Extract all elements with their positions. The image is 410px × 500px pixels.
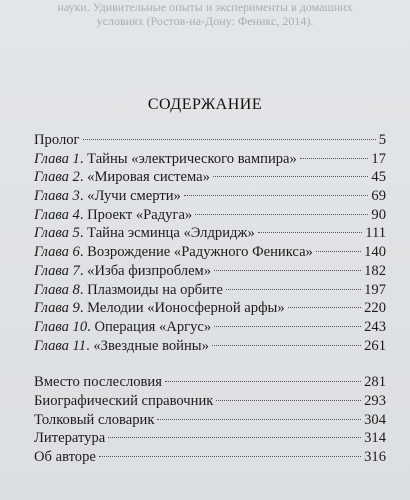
chapter-list xyxy=(34,131,386,355)
dot-leader xyxy=(195,214,368,215)
chapter-number: Глава 3 xyxy=(34,188,80,205)
toc-entry-title xyxy=(34,131,80,150)
toc-entry xyxy=(34,224,386,243)
toc-entry-title xyxy=(34,262,211,281)
chapter-title: Толковый словарик xyxy=(34,411,155,428)
toc-entry xyxy=(34,206,386,225)
toc-entry-title xyxy=(34,206,192,225)
page-number: 5 xyxy=(378,132,386,148)
chapter-title: . Тайны «электрического вампира» xyxy=(79,150,297,167)
page-number: 45 xyxy=(371,169,386,186)
chapter-title: Об авторе xyxy=(34,449,96,465)
page-number: 111 xyxy=(365,225,386,242)
chapter-title: . «Изба физпроблем» xyxy=(79,262,212,279)
chapter-number: Глава 1 xyxy=(34,150,80,167)
bleed-through-text xyxy=(0,0,410,42)
dot-leader xyxy=(288,307,361,308)
chapter-number: Глава 4 xyxy=(34,206,80,223)
chapter-title: . Проект «Радуга» xyxy=(79,206,193,223)
toc-entry-title xyxy=(34,150,297,169)
toc-entry xyxy=(34,392,386,411)
chapter-title: Литература xyxy=(34,430,106,447)
dot-leader xyxy=(157,419,361,420)
toc-entry-title xyxy=(34,224,255,243)
chapter-title: Вместо послесловия xyxy=(34,374,162,391)
chapter-title: . Плазмоиды на орбите xyxy=(79,281,223,298)
page-number: 197 xyxy=(364,281,386,298)
chapter-number: Глава 7 xyxy=(34,262,80,279)
page-number: 243 xyxy=(364,318,386,335)
page-number: 140 xyxy=(364,244,386,261)
chapter-number: Глава 2 xyxy=(34,169,80,186)
chapter-number: Глава 11 xyxy=(34,337,87,354)
toc-entry xyxy=(34,448,386,467)
chapter-number: Глава 6 xyxy=(34,244,80,261)
chapter-number: Глава 9 xyxy=(34,300,80,317)
toc-entry-title xyxy=(34,299,285,318)
toc-entry-title xyxy=(34,429,105,448)
chapter-title: . «Мировая система» xyxy=(79,169,210,186)
toc-entry xyxy=(34,337,386,356)
dot-leader xyxy=(108,437,361,438)
page-number: 261 xyxy=(364,337,386,354)
toc-entry-title xyxy=(34,392,213,411)
chapter-number: Глава 8 xyxy=(34,281,80,298)
toc-entry-title xyxy=(34,411,154,430)
table-of-contents xyxy=(34,131,386,467)
toc-entry xyxy=(34,373,386,392)
toc-entry-title xyxy=(34,337,209,356)
page-number: 220 xyxy=(364,300,386,317)
back-matter-list xyxy=(34,373,386,466)
page-number: 90 xyxy=(371,206,386,223)
dot-leader xyxy=(214,326,361,327)
page-number: 304 xyxy=(364,411,386,428)
toc-entry xyxy=(34,243,386,262)
dot-leader xyxy=(165,381,361,382)
toc-entry xyxy=(34,429,386,448)
chapter-title: . Тайна эсминца «Элдридж» xyxy=(79,225,255,242)
chapter-number: Глава 5 xyxy=(34,225,80,242)
toc-entry xyxy=(34,281,386,300)
toc-entry xyxy=(34,168,386,187)
toc-entry xyxy=(34,411,386,430)
dot-leader xyxy=(316,251,361,252)
toc-entry xyxy=(34,150,386,169)
page-number: 293 xyxy=(364,392,386,409)
toc-entry-title xyxy=(34,448,96,467)
toc-entry xyxy=(34,318,386,337)
toc-entry-title xyxy=(34,168,210,187)
chapter-title: . Операция «Аргус» xyxy=(87,318,212,335)
dot-leader xyxy=(216,400,361,401)
toc-entry xyxy=(34,299,386,318)
toc-entry-title xyxy=(34,243,313,262)
page-number: 17 xyxy=(371,150,386,167)
page-number: 314 xyxy=(364,430,386,447)
toc-entry-title xyxy=(34,373,162,392)
bleed-line: условиях (Ростов-на-Дону: Феникс, 2014). xyxy=(96,14,314,28)
dot-leader xyxy=(212,345,361,346)
page-number: 182 xyxy=(364,262,386,279)
page-number: 281 xyxy=(364,374,386,391)
section-gap xyxy=(34,355,386,373)
dot-leader xyxy=(258,232,362,233)
chapter-title: . «Звездные войны» xyxy=(86,337,209,354)
dot-leader xyxy=(300,158,369,159)
page-title: СОДЕРЖАНИЕ xyxy=(147,96,263,113)
dot-leader xyxy=(184,195,369,196)
chapter-title: Пролог xyxy=(34,132,80,148)
toc-entry-title xyxy=(34,281,223,300)
toc-entry xyxy=(34,131,386,150)
toc-entry-title xyxy=(34,187,181,206)
toc-entry-title xyxy=(34,318,211,337)
page-number: 316 xyxy=(364,449,386,465)
page-number: 69 xyxy=(371,188,386,205)
toc-entry xyxy=(34,187,386,206)
dot-leader xyxy=(214,270,361,271)
dot-leader xyxy=(83,139,376,140)
chapter-number: Глава 10 xyxy=(34,318,88,335)
chapter-title: . Мелодии «Ионосферной арфы» xyxy=(79,300,285,317)
bleed-line: науки. Удивительные опыты и эксперименты в домашних xyxy=(57,0,353,14)
chapter-title: . Возрождение «Радужного Феникса» xyxy=(79,244,313,261)
dot-leader xyxy=(226,289,361,290)
toc-entry xyxy=(34,262,386,281)
dot-leader xyxy=(99,456,361,457)
chapter-title: Биографический справочник xyxy=(34,392,214,409)
dot-leader xyxy=(213,176,369,177)
chapter-title: . «Лучи смерти» xyxy=(79,188,181,205)
